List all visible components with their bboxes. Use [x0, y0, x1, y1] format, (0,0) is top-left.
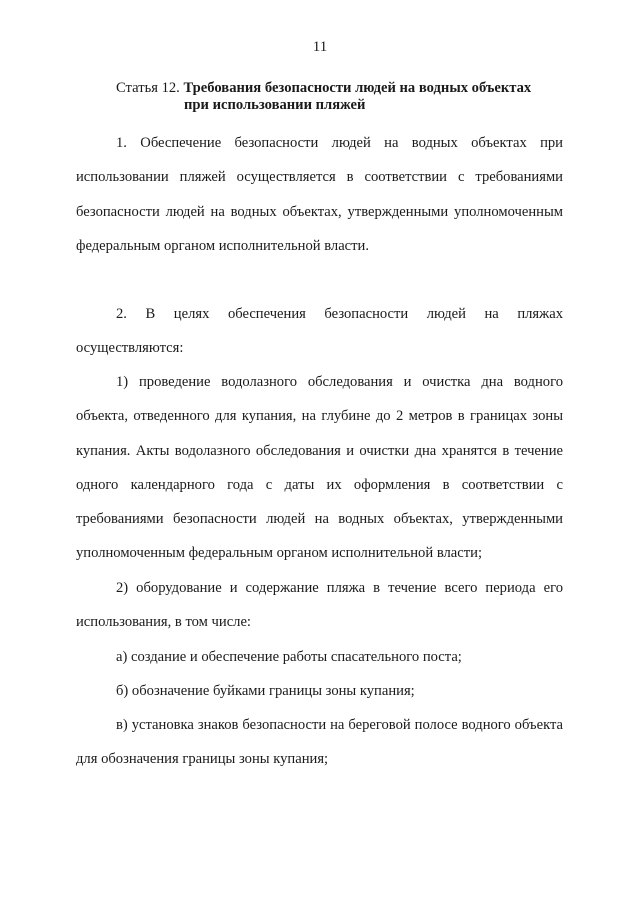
paragraph-3: 1) проведение водолазного обследования и очистка дна водного объекта, отведенного для купания, на глубине до 2 метров в границах зоны купания. Акты водолазного обследования и очистки дна хранятся в течение одного календарного года с даты их оформления в соответствии с требованиями безопасности людей на водных объектах, утвержденными уполномоченным федеральным органом исполнительной власти; — [76, 374, 563, 562]
article-heading — [116, 80, 566, 114]
article-title-line2: при использовании пляжей — [184, 97, 366, 113]
article-number: Статья 12. — [116, 80, 180, 96]
page-number: 11 — [312, 39, 328, 55]
paragraph-2: 2. В целях обеспечения безопасности людей на пляжах осуществляются: — [76, 306, 563, 357]
article-title-line1: Требования безопасности людей на водных объектах — [183, 80, 532, 96]
paragraph-4: 2) оборудование и содержание пляжа в течение всего периода его использования, в том числе: — [76, 580, 563, 631]
paragraph-6: б) обозначение буйками границы зоны купания; — [116, 683, 415, 699]
paragraph-5: а) создание и обеспечение работы спасательного поста; — [116, 649, 462, 665]
paragraph-7: в) установка знаков безопасности на береговой полосе водного объекта для обозначения границы зоны купания; — [76, 717, 563, 768]
paragraph-1: 1. Обеспечение безопасности людей на водных объектах при использовании пляжей осуществляется в соответствии с требованиями безопасности людей на водных объектах, утвержденными уполномоченным федеральным органом исполнительной власти. — [76, 135, 563, 254]
